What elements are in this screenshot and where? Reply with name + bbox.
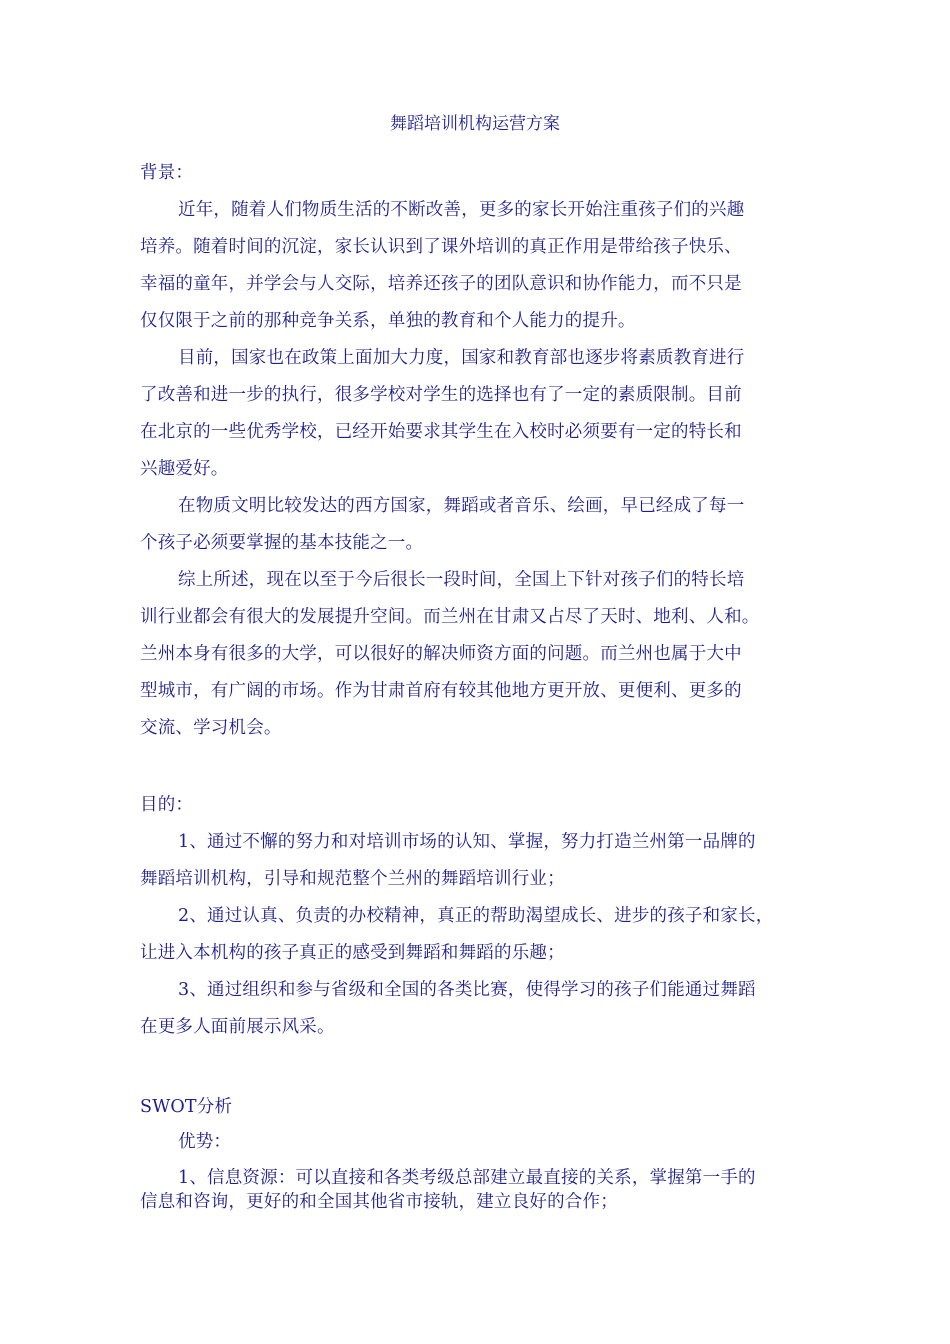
paragraph-line: 近年，随着人们物质生活的不断改善，更多的家长开始注重孩子们的兴趣 bbox=[178, 200, 745, 220]
paragraph-line: 了改善和进一步的执行，很多学校对学生的选择也有了一定的素质限制。目前 bbox=[140, 385, 742, 405]
paragraph-line: 兴趣爱好。 bbox=[140, 459, 229, 479]
paragraph-line: 兰州本身有很多的大学，可以很好的解决师资方面的问题。而兰州也属于大中 bbox=[140, 644, 742, 664]
paragraph-line: 型城市，有广阔的市场。作为甘肃首府有较其他地方更开放、更便利、更多的 bbox=[140, 681, 742, 701]
paragraph-line: 在物质文明比较发达的西方国家，舞蹈或者音乐、绘画，早已经成了每一 bbox=[178, 496, 745, 516]
paragraph-line: 个孩子必须要掌握的基本技能之一。 bbox=[140, 533, 424, 553]
paragraph-line: 在更多人面前展示风采。 bbox=[140, 1017, 335, 1037]
paragraph-line: 交流、学习机会。 bbox=[140, 718, 282, 738]
paragraph-line: 目前，国家也在政策上面加大力度，国家和教育部也逐步将素质教育进行 bbox=[178, 348, 745, 368]
paragraph-line: 幸福的童年，并学会与人交际，培养还孩子的团队意识和协作能力，而不只是 bbox=[140, 274, 742, 294]
document-title: 舞蹈培训机构运营方案 bbox=[390, 114, 560, 134]
paragraph-line: 2、通过认真、负责的办校精神，真正的帮助渴望成长、进步的孩子和家长， bbox=[178, 906, 774, 926]
paragraph-line: 让进入本机构的孩子真正的感受到舞蹈和舞蹈的乐趣； bbox=[140, 943, 565, 963]
subheading-strengths: 优势： bbox=[178, 1132, 232, 1152]
section-heading-background: 背景： bbox=[140, 163, 194, 183]
paragraph-line: 3、通过组织和参与省级和全国的各类比赛，使得学习的孩子们能通过舞蹈 bbox=[178, 980, 756, 1000]
paragraph-line: 1、信息资源：可以直接和各类考级总部建立最直接的关系，掌握第一手的 bbox=[178, 1168, 756, 1188]
paragraph-line: 1、通过不懈的努力和对培训市场的认知、掌握，努力打造兰州第一品牌的 bbox=[178, 832, 756, 852]
section-heading-purpose: 目的： bbox=[140, 795, 194, 815]
paragraph-line: 训行业都会有很大的发展提升空间。而兰州在甘肃又占尽了天时、地利、人和。 bbox=[140, 607, 760, 627]
section-heading-swot: SWOT分析 bbox=[140, 1097, 233, 1117]
paragraph-line: 仅仅限于之前的那种竞争关系，单独的教育和个人能力的提升。 bbox=[140, 311, 636, 331]
paragraph-line: 培养。随着时间的沉淀，家长认识到了课外培训的真正作用是带给孩子快乐、 bbox=[140, 237, 742, 257]
paragraph-line: 综上所述，现在以至于今后很长一段时间，全国上下针对孩子们的特长培 bbox=[178, 570, 745, 590]
paragraph-line: 在北京的一些优秀学校，已经开始要求其学生在入校时必须要有一定的特长和 bbox=[140, 422, 742, 442]
paragraph-line: 舞蹈培训机构，引导和规范整个兰州的舞蹈培训行业； bbox=[140, 869, 565, 889]
paragraph-line: 信息和咨询，更好的和全国其他省市接轨，建立良好的合作； bbox=[140, 1192, 618, 1212]
